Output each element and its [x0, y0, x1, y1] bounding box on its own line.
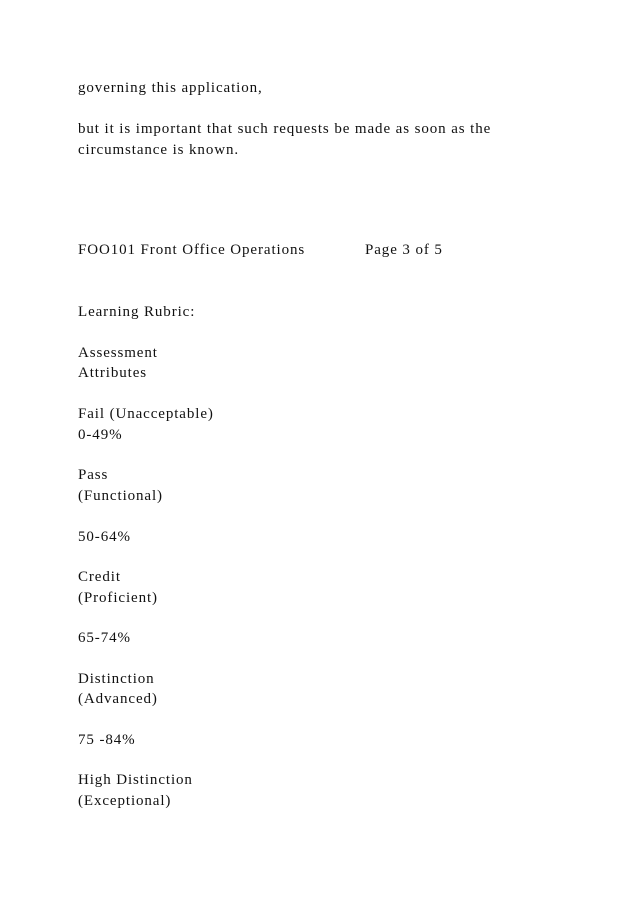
rubric-pass-label: Pass	[78, 467, 109, 483]
body-text-line: governing this application,	[78, 80, 263, 96]
rubric-title: Learning Rubric:	[78, 304, 196, 320]
rubric-high-distinction-label: (Exceptional)	[78, 793, 172, 809]
body-text-line: circumstance is known.	[78, 142, 240, 158]
rubric-distinction-label: (Advanced)	[78, 691, 158, 707]
rubric-fail-label: Fail (Unacceptable)	[78, 406, 214, 422]
rubric-distinction-label: Distinction	[78, 671, 155, 687]
body-text-line: but it is important that such requests be made as soon as the	[78, 121, 492, 137]
rubric-credit-range: 65-74%	[78, 630, 131, 646]
rubric-attributes-header: Assessment	[78, 345, 158, 361]
page-header-course: FOO101 Front Office Operations	[78, 242, 306, 258]
rubric-fail-range: 0-49%	[78, 427, 123, 443]
rubric-credit-label: Credit	[78, 569, 121, 585]
page-number: Page 3 of 5	[365, 242, 443, 258]
rubric-credit-label: (Proficient)	[78, 590, 158, 606]
rubric-distinction-range: 75 -84%	[78, 732, 136, 748]
rubric-pass-range: 50-64%	[78, 529, 131, 545]
rubric-high-distinction-label: High Distinction	[78, 772, 193, 788]
rubric-pass-label: (Functional)	[78, 488, 163, 504]
rubric-attributes-header: Attributes	[78, 365, 147, 381]
